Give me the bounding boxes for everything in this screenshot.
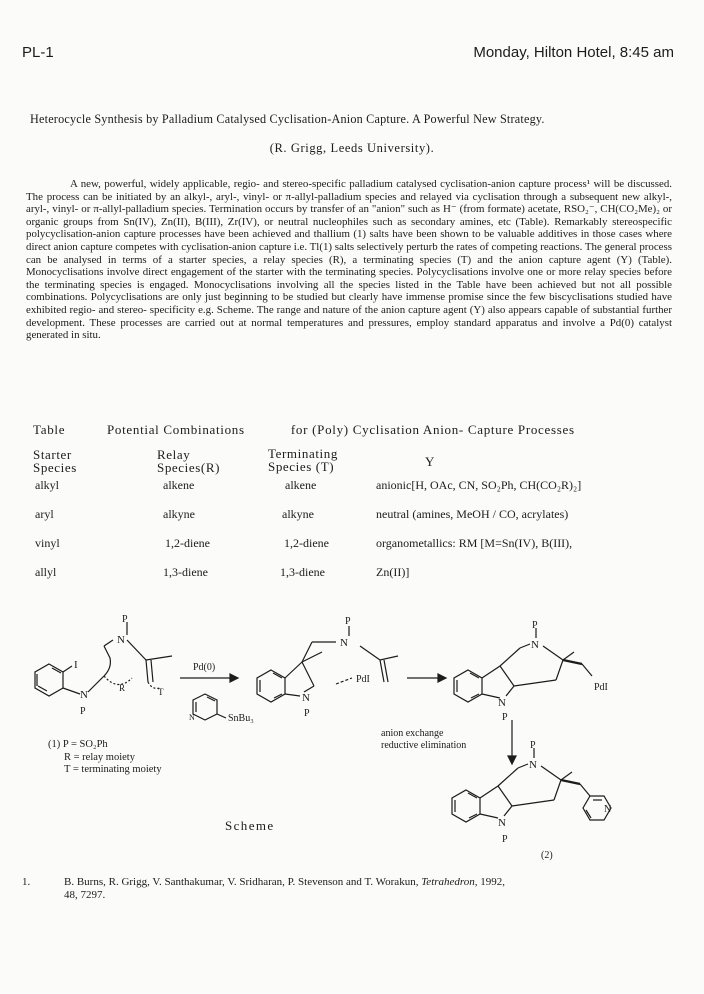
table-cell: alkene [163,478,195,492]
table-caption-part: Potential Combinations [106,422,245,437]
reference-entry [64,876,664,901]
atom-label-nitrogen: N [189,713,195,722]
pyridyl-stannane-structure [193,694,226,720]
table-caption-part: for (Poly) Cyclisation Anion- Capture Processes [290,422,575,437]
atom-label-nitrogen: N [498,697,506,709]
arrow-head [438,674,446,682]
atom-label-r: R [119,683,126,693]
atom-label-nitrogen: N [604,804,612,815]
atom-label-iodine: I [74,659,78,671]
table-cell: vinyl [35,536,60,550]
table-cell: anionic[H, OAc, CN, SO₂Ph, CH(CO₂R)₂] [376,478,582,492]
table-cell: alkyne [282,507,314,521]
table-cell: allyl [35,565,57,579]
atom-label-nitrogen: N [531,639,539,651]
atom-label-nitrogen: N [340,637,348,649]
reference-number: 1. [22,876,31,888]
atom-label-p: P [502,834,508,845]
atom-label-nitrogen: N [117,634,125,646]
atom-label-pdi: PdI [356,674,370,685]
atom-label-p: P [80,706,86,717]
starting-material-structure [35,622,172,696]
table-label: Table [33,422,66,437]
compound-number: (2) [541,850,553,861]
abstract-paragraph: A new, powerful, widely applicable, regio- and stereo-specific palladium catalysed cyclisation-anion capture process¹ will be discussed. The process can be initiated by an alkyl-, aryl-, vinyl- or π-allyl-palladium species and relayed via cyclisation through a subsequent new alkyl-, aryl-, vinyl- or π-allyl-palladium species. Termination occurs by transfer of an "anion" such as H⁻ (from formate) acetate, RSO₂⁻, CH(CO₂Me)₂ or organic groups from Sn(IV), Zn(II), B(III), Zr(IV), or neutral nucleophiles such as secondary amines, etc (Table). Remarkably stereospecific polycyclisation-anion capture processes have been achieved and thallium (1) salts have been shown to be valuable additives in those cases where direct anion capture competes with cyclisation-anion capture i.e. Tl(1) salts selectively perturb the rates of competing reactions. The general process can be analysed in terms of a starter species, a relay species (R), a terminating species (T) and the anion capture agent (Y) (Table). Monocyclisations involve direct engagement of the starter with the terminating species. Polycyclisations involve one or more relay species before the terminating species is engaged. Monocyclisations involving all the species listed in the Table have been achieved but not all possible combinations. Polycyclisations are only just beginning to be studied but clearly have immense promise since the few biscyclisations studied have exhibited regio- and stereo- specificity e.g. Scheme. The range and nature of the anion capture agent (Y) also appears capable of substantial further development. These processes are carried out at normal temperatures and pressures, employ standard apparatus and involve a Pd(0) catalyst generated in situ. [26,178,672,342]
table-cell: organometallics: RM [M=Sn(IV), B(III), [376,536,573,550]
table-cell: alkyne [163,507,195,521]
reference-journal: Tetrahedron, [421,876,478,888]
legend-item: R = relay moiety [64,751,135,763]
table-cell: Zn(II)] [376,565,410,579]
column-header-y: Y [425,454,435,469]
atom-label-pdi: PdI [594,682,608,693]
atom-label-p: P [532,620,538,631]
table-cell: alkyl [35,478,59,492]
reference-year: 1992, [480,876,506,888]
table-cell: 1,3-diene [280,565,325,579]
table-cell: 1,2-diene [284,536,329,550]
atom-label-nitrogen: N [302,692,310,704]
reference-volume-pages: 48, 7297. [64,888,106,901]
legend-item: T = terminating moiety [64,764,162,775]
scheme-legend [48,739,162,777]
reaction-scheme-diagram [0,600,704,870]
paper-title: Heterocycle Synthesis by Palladium Catalysed Cyclisation-Anion Capture. A Powerful New Strategy. [30,112,545,126]
reference-authors: B. Burns, R. Grigg, V. Santhakumar, V. Sridharan, P. Stevenson and T. Worakun, [64,876,419,888]
atom-label-nitrogen: N [498,817,506,829]
scheme-caption: Scheme [225,818,275,833]
reagent-pd0: Pd(0) [193,662,216,673]
table-caption [33,422,575,438]
intermediate-structure [257,626,398,702]
arrow-label-reductive-elimination: reductive elimination [381,740,467,751]
atom-label-nitrogen: N [80,689,88,701]
atom-label-p: P [502,712,508,723]
table-cell: neutral (amines, MeOH / CO, acrylates) [376,507,569,521]
page-code: PL-1 [22,44,54,61]
table-cell: 1,2-diene [165,536,210,550]
atom-label-nitrogen: N [529,759,537,771]
legend-item: (1) P = SO₂Ph [48,739,108,750]
column-header-terminating: Terminating Species (T) [268,446,338,474]
arrow-head [508,756,516,764]
column-header-relay: Relay Species(R) [157,447,221,475]
arrow-head [230,674,238,682]
atom-label-p: P [530,740,536,751]
table-cell: aryl [35,507,54,521]
column-header-starter: Starter Species [33,447,77,475]
organopalladium-structure [454,628,592,702]
atom-label-p: P [122,614,128,625]
authors: (R. Grigg, Leeds University). [269,141,435,155]
atom-label-p: P [345,616,351,627]
atom-label-t: T [158,687,164,697]
table-cell: alkene [285,478,317,492]
atom-label-p: P [304,708,310,719]
arrow-label-anion-exchange: anion exchange [381,728,444,739]
table-cell: 1,3-diene [163,565,208,579]
reagent-snbu3: SnBu₃ [228,713,254,724]
session-info: Monday, Hilton Hotel, 8:45 am [473,44,674,61]
